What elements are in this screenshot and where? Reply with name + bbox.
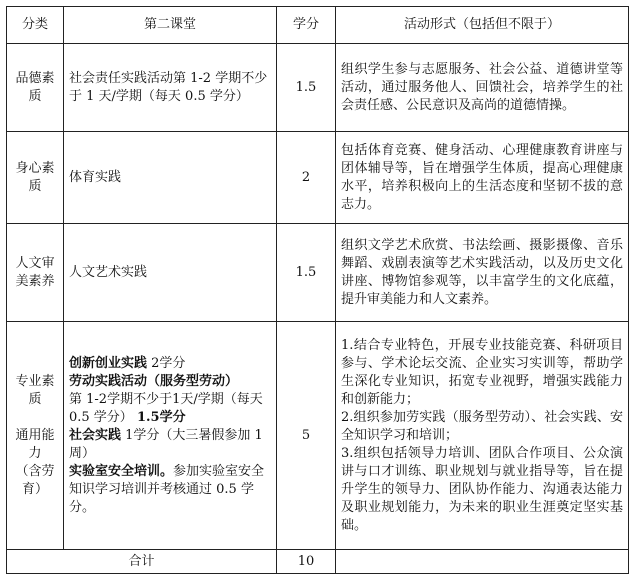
header-activity: 活动形式（包括但不限于） bbox=[336, 7, 629, 44]
activity-item: 2.组织参加劳实践（服务型劳动）、社会实践、安全知识学习和培训； bbox=[341, 409, 623, 443]
course-line bbox=[69, 373, 271, 391]
course-item-title: 社会实践 bbox=[69, 427, 122, 443]
activity-item: 3.组织包括领导力培训、团队合作项目、公众演讲与口才训练、职业规划与就业指导等，旨在提升学生的领导力、团队协作能力、沟通表达能力及职业规划能力，为未来的职业生涯奠定坚实基础。 bbox=[341, 445, 623, 533]
course-item-detail: 1学分（大三暑假参加 1 周） bbox=[69, 427, 263, 461]
course-line bbox=[69, 355, 271, 373]
table-row bbox=[7, 224, 629, 322]
course-item-title: 创新创业实践 bbox=[69, 355, 148, 371]
category-cell: 人文审美素养 bbox=[7, 224, 64, 322]
total-label: 合计 bbox=[7, 550, 277, 574]
total-empty-cell bbox=[336, 550, 629, 574]
activity-cell: 包括体育竞赛、健身活动、心理健康教育讲座与团体辅导等，旨在增强学生体质，提高心理健康水平，培养积极向上的生活态度和坚韧不拔的意志力。 bbox=[336, 132, 629, 224]
total-row bbox=[7, 550, 629, 574]
activity-item: 1.结合专业特色，开展专业技能竞赛、科研项目参与、学术论坛交流、企业实习实训等，帮助学生深化专业知识，拓宽专业视野，增强实践能力和创新能力； bbox=[341, 337, 623, 407]
course-line bbox=[69, 391, 271, 427]
course-item-title: 实验室安全培训。 bbox=[69, 463, 174, 479]
table-row bbox=[7, 132, 629, 224]
course-cell bbox=[64, 322, 277, 550]
header-course: 第二课堂 bbox=[64, 7, 277, 44]
category-line: 通用能力 bbox=[15, 427, 55, 461]
credit-cell: 5 bbox=[277, 322, 336, 550]
activity-cell: 组织文学艺术欣赏、书法绘画、摄影摄像、音乐舞蹈、戏剧表演等艺术实践活动，以及历史文化讲座、博物馆参观等，以丰富学生的文化底蕴，提升审美能力和人文素养。 bbox=[336, 224, 629, 322]
header-credit: 学分 bbox=[277, 7, 336, 44]
category-cell: 品德素质 bbox=[7, 44, 64, 132]
total-credit: 10 bbox=[277, 550, 336, 574]
course-item-detail: 2学分 bbox=[147, 355, 186, 371]
header-row bbox=[7, 7, 629, 44]
table-row bbox=[7, 322, 629, 550]
course-item-detail: 参加实验室安全知识学习培训并考核通过 0.5 学分。 bbox=[69, 463, 265, 515]
table-row bbox=[7, 44, 629, 132]
course-cell: 体育实践 bbox=[64, 132, 277, 224]
category-cell: 身心素质 bbox=[7, 132, 64, 224]
course-cell: 人文艺术实践 bbox=[64, 224, 277, 322]
credit-cell: 1.5 bbox=[277, 44, 336, 132]
credit-cell: 1.5 bbox=[277, 224, 336, 322]
activity-cell: 组织学生参与志愿服务、社会公益、道德讲堂等活动，通过服务他人、回馈社会，培养学生的社会责任感、公民意识及高尚的道德情操。 bbox=[336, 44, 629, 132]
credits-table bbox=[6, 6, 629, 574]
category-line: 专业素质 bbox=[15, 373, 55, 407]
course-line bbox=[69, 463, 271, 517]
header-category: 分类 bbox=[7, 7, 64, 44]
course-item-credit: 1.5学分 bbox=[136, 409, 186, 425]
category-cell bbox=[7, 322, 64, 550]
category-line: （含劳育） bbox=[15, 463, 55, 497]
activity-cell bbox=[336, 322, 629, 550]
credit-cell: 2 bbox=[277, 132, 336, 224]
course-cell: 社会责任实践活动第 1-2 学期不少于 1 天/学期（每天 0.5 学分） bbox=[64, 44, 277, 132]
course-item-title: 劳动实践活动（服务型劳动） bbox=[69, 373, 239, 389]
course-line bbox=[69, 427, 271, 463]
course-item-detail: 第 1-2学期不少于1天/学期（每天 0.5 学分） bbox=[69, 391, 263, 425]
